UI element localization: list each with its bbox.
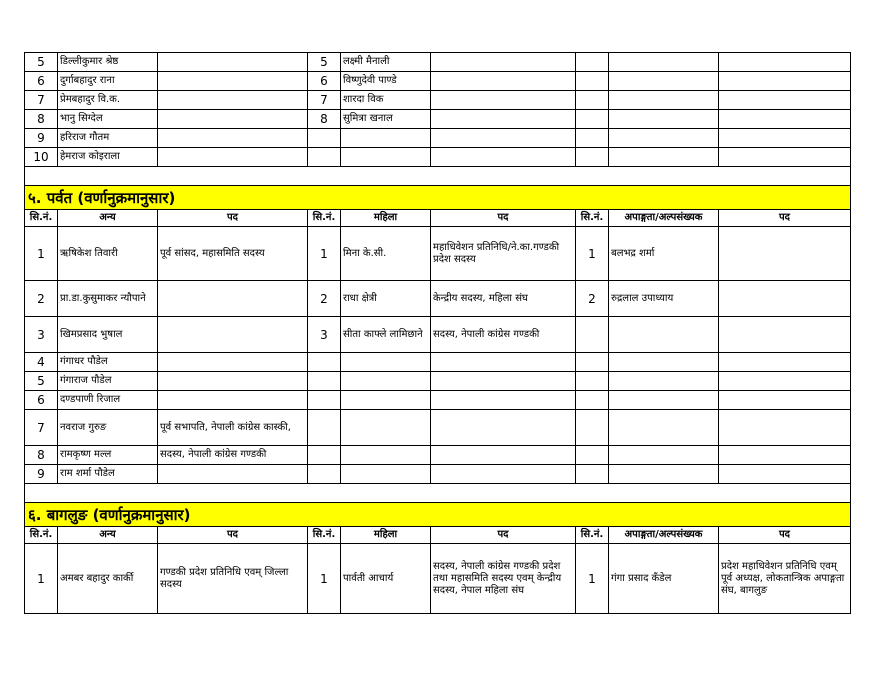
serial-cell [308,391,341,410]
table-cell [609,410,719,446]
table-cell [719,372,851,391]
table-cell [341,353,431,372]
table-cell: हरिराज गौतम [58,129,158,148]
serial-cell [576,110,609,129]
serial-cell [308,410,341,446]
serial-cell: 4 [25,353,58,372]
table-cell [158,72,308,91]
table-cell: गंगाधर पौडेल [58,353,158,372]
table-row [25,91,851,110]
serial-cell: 8 [308,110,341,129]
table-cell [158,372,308,391]
table-cell [158,353,308,372]
table-cell [719,446,851,465]
table-cell [431,72,576,91]
serial-cell [576,446,609,465]
table-cell [719,110,851,129]
table-cell: प्रेमबहादुर वि.क. [58,91,158,110]
table-cell: सदस्य, नेपाली कांग्रेस गण्डकी प्रदेश तथा महासमिति सदस्य एवम् केन्द्रीय सदस्य, नेपाल महिला संघ [431,544,576,614]
table-cell: विष्णुदेवी पाण्डे [341,72,431,91]
serial-cell [576,465,609,484]
table-cell [431,353,576,372]
table-cell [609,465,719,484]
serial-cell: 1 [308,544,341,614]
table-row [25,72,851,91]
serial-cell [308,465,341,484]
table-cell: रुद्रलाल उपाध्याय [609,281,719,317]
serial-cell: 8 [25,110,58,129]
table-cell [431,372,576,391]
serial-cell: 1 [576,227,609,281]
serial-cell: 2 [25,281,58,317]
serial-cell: 3 [308,317,341,353]
serial-cell: 6 [308,72,341,91]
serial-cell: 6 [25,391,58,410]
column-header: सि.नं. [308,527,341,544]
spacer-row [25,167,851,186]
serial-cell: 2 [576,281,609,317]
table-row [25,391,851,410]
spacer-cell [25,484,851,503]
table-cell: प्रदेश महाधिवेशन प्रतिनिधि एवम् पूर्व अध्यक्ष, लोकतान्त्रिक अपाङ्गता संघ, बागलुङ [719,544,851,614]
table-cell [719,317,851,353]
serial-cell: 5 [25,372,58,391]
table-cell: सदस्य, नेपाली कांग्रेस गण्डकी [158,446,308,465]
table-cell: खिमप्रसाद भुषाल [58,317,158,353]
spacer-cell [25,167,851,186]
candidate-table [24,52,851,614]
table-cell: बलभद्र शर्मा [609,227,719,281]
table-cell [341,129,431,148]
column-header: पद [158,210,308,227]
column-header: सि.नं. [576,210,609,227]
table-row [25,227,851,281]
column-header: अन्य [58,527,158,544]
serial-cell [308,446,341,465]
serial-cell [576,317,609,353]
column-header: पद [158,527,308,544]
table-row [25,281,851,317]
serial-cell [308,148,341,167]
table-row [25,410,851,446]
table-cell [158,53,308,72]
serial-cell [576,391,609,410]
serial-cell [308,129,341,148]
section-header-row [25,503,851,527]
table-cell [609,372,719,391]
table-cell: पार्वती आचार्य [341,544,431,614]
table-cell [341,148,431,167]
table-cell [719,353,851,372]
table-cell: शारदा विक [341,91,431,110]
table-cell [341,446,431,465]
table-cell: राम शर्मा पौडेल [58,465,158,484]
column-header: अन्य [58,210,158,227]
serial-cell: 3 [25,317,58,353]
serial-cell: 5 [25,53,58,72]
table-row [25,148,851,167]
serial-cell: 10 [25,148,58,167]
table-cell [431,91,576,110]
table-cell [158,91,308,110]
table-row [25,129,851,148]
serial-cell: 1 [576,544,609,614]
table-cell [719,227,851,281]
table-cell [158,129,308,148]
table-row [25,372,851,391]
table-cell [431,391,576,410]
serial-cell [576,91,609,110]
table-cell [431,53,576,72]
serial-cell: 1 [25,227,58,281]
table-cell [341,372,431,391]
table-cell: नवराज गुरुङ [58,410,158,446]
column-header: महिला [341,210,431,227]
table-cell: पूर्व सभापति, नेपाली कांग्रेस कास्की, [158,410,308,446]
table-cell: अमबर बहादुर कार्की [58,544,158,614]
serial-cell [576,53,609,72]
serial-cell [308,372,341,391]
serial-cell: 1 [25,544,58,614]
column-header: पद [719,210,851,227]
column-header: सि.नं. [25,210,58,227]
table-cell [609,110,719,129]
table-cell [431,465,576,484]
table-row [25,446,851,465]
table-cell: महाधिवेशन प्रतिनिधि/ने.का.गण्डकी प्रदेश सदस्य [431,227,576,281]
serial-cell [576,353,609,372]
serial-cell [308,353,341,372]
table-cell [431,148,576,167]
table-cell: सदस्य, नेपाली कांग्रेस गण्डकी [431,317,576,353]
table-cell [609,353,719,372]
table-cell [609,53,719,72]
table-cell [719,72,851,91]
table-cell [609,129,719,148]
table-cell [719,148,851,167]
table-cell: गंगाराज पौडेल [58,372,158,391]
table-cell: गंगा प्रसाद कँडेल [609,544,719,614]
table-cell: लक्ष्मी मैनाली [341,53,431,72]
table-cell: गण्डकी प्रदेश प्रतिनिधि एवम् जिल्ला सदस्य [158,544,308,614]
table-cell: ऋषिकेश तिवारी [58,227,158,281]
table-cell: राधा क्षेत्री [341,281,431,317]
column-header: सि.नं. [308,210,341,227]
table-row [25,317,851,353]
section-title: ६. बागलुङ (वर्णानुक्रमानुसार) [25,503,851,527]
table-cell: पूर्व सांसद, महासमिति सदस्य [158,227,308,281]
table-cell: दण्डपाणी रिजाल [58,391,158,410]
column-header: पद [719,527,851,544]
table-cell [431,410,576,446]
table-cell [719,410,851,446]
serial-cell [576,129,609,148]
serial-cell: 1 [308,227,341,281]
column-header-row [25,210,851,227]
serial-cell: 7 [25,91,58,110]
table-cell [609,91,719,110]
serial-cell: 5 [308,53,341,72]
column-header: सि.नं. [25,527,58,544]
table-cell [158,391,308,410]
table-row [25,53,851,72]
table-row [25,110,851,129]
table-cell [609,317,719,353]
nomination-sheet [24,52,850,614]
serial-cell [576,410,609,446]
spacer-row [25,484,851,503]
table-row [25,465,851,484]
column-header: सि.नं. [576,527,609,544]
table-cell [719,465,851,484]
table-cell [719,129,851,148]
table-cell [719,91,851,110]
serial-cell: 9 [25,465,58,484]
table-cell [158,148,308,167]
column-header: पद [431,527,576,544]
serial-cell [576,72,609,91]
table-cell [719,281,851,317]
table-cell: सीता काफ्ले लामिछाने [341,317,431,353]
serial-cell [576,372,609,391]
column-header: अपाङ्गता/अल्पसंख्यक [609,210,719,227]
serial-cell: 7 [308,91,341,110]
table-cell [431,110,576,129]
column-header-row [25,527,851,544]
table-cell [158,317,308,353]
table-cell [158,465,308,484]
table-cell: डिल्लीकुमार श्रेष्ठ [58,53,158,72]
table-cell [158,110,308,129]
table-cell [609,148,719,167]
table-cell: केन्द्रीय सदस्य, महिला संघ [431,281,576,317]
table-row [25,544,851,614]
table-cell: दुर्गाबहादुर राना [58,72,158,91]
table-cell [609,446,719,465]
table-cell [609,391,719,410]
table-cell [341,410,431,446]
table-cell [158,281,308,317]
table-cell [431,446,576,465]
serial-cell: 9 [25,129,58,148]
section-title: ५. पर्वत (वर्णानुक्रमानुसार) [25,186,851,210]
serial-cell: 2 [308,281,341,317]
serial-cell: 6 [25,72,58,91]
column-header: महिला [341,527,431,544]
table-cell: प्रा.डा.कुसुमाकर न्यौपाने [58,281,158,317]
table-cell: रामकृष्ण मल्ल [58,446,158,465]
table-cell [609,72,719,91]
column-header: अपाङ्गता/अल्पसंख्यक [609,527,719,544]
table-cell: भानु सिग्देल [58,110,158,129]
table-cell [341,391,431,410]
table-cell [341,465,431,484]
table-row [25,353,851,372]
table-cell [719,53,851,72]
table-cell: मिना के.सी. [341,227,431,281]
table-cell [719,391,851,410]
section-header-row [25,186,851,210]
table-cell [431,129,576,148]
serial-cell: 8 [25,446,58,465]
serial-cell [576,148,609,167]
serial-cell: 7 [25,410,58,446]
table-cell: हेमराज कोइराला [58,148,158,167]
table-cell: सुमित्रा खनाल [341,110,431,129]
column-header: पद [431,210,576,227]
